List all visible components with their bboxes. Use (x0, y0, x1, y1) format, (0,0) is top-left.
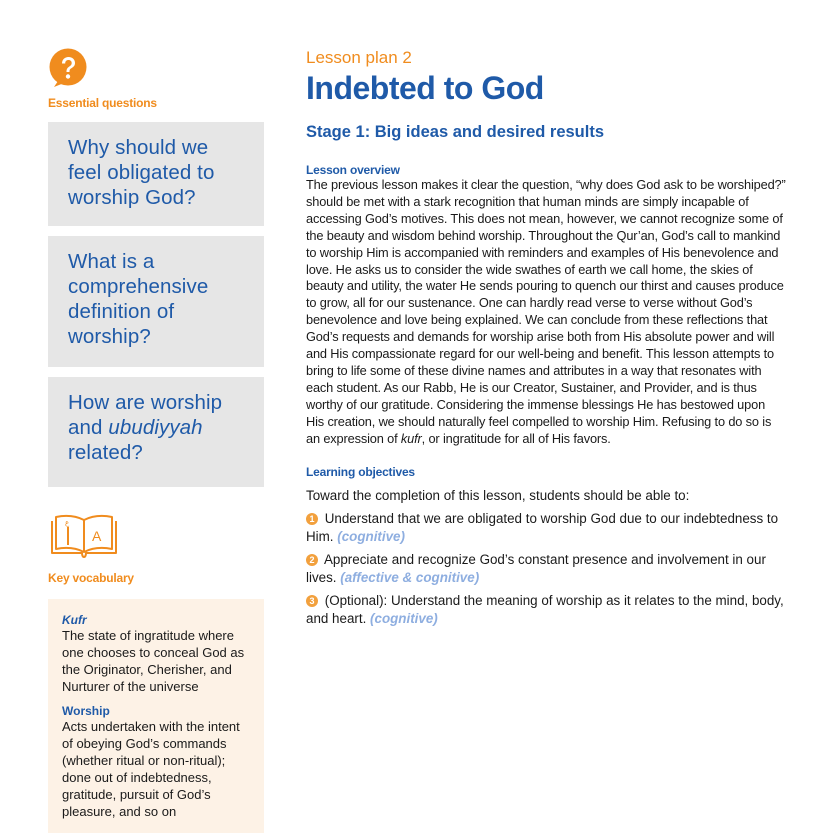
objectives-intro: Toward the completion of this lesson, students should be able to: (306, 487, 690, 503)
objective-number-badge: 1 (306, 513, 318, 525)
objective-number-badge: 3 (306, 595, 318, 607)
svg-text:A: A (92, 528, 102, 544)
objective-text: (Optional): Understand the meaning of worship as it relates to the mind, body, and heart. (306, 592, 784, 626)
main-content (306, 48, 786, 628)
lesson-overview-heading: Lesson overview (306, 163, 400, 177)
overview-text-part-b: , or ingratitude for all of His favors. (421, 430, 611, 446)
vocab-definition-worship: Acts undertaken with the intent of obeying God’s commands (whether ritual or non-ritual); done out of indebtedness, gratitude, pursuit of God’s pleasure, and so on (62, 719, 240, 819)
objective-item (306, 592, 786, 628)
objective-item (306, 510, 786, 546)
objective-text: Understand that we are obligated to worship God due to our indebtedness to Him. (306, 510, 779, 544)
question-3-suffix: related? (68, 441, 143, 464)
objective-number-badge: 2 (306, 554, 318, 566)
question-circle-icon (48, 48, 88, 88)
objective-tag: (affective & cognitive) (340, 569, 480, 585)
open-book-icon (48, 513, 120, 559)
svg-text:ع: ع (65, 519, 70, 527)
lesson-overview-text (306, 177, 786, 448)
key-vocabulary-heading: Key vocabulary (48, 571, 134, 585)
lesson-label: Lesson plan 2 (306, 48, 412, 67)
question-3-italic-term: ubudiyyah (108, 416, 203, 439)
vocab-term-kufr: Kufr (62, 613, 87, 627)
learning-objectives-heading: Learning objectives (306, 464, 415, 479)
vocab-definition-kufr: The state of ingratitude where one chooses to conceal God as the Originator, Cherisher, and Nurturer of the universe (62, 628, 245, 694)
stage-heading: Stage 1: Big ideas and desired results (306, 123, 605, 141)
essential-question-3 (48, 377, 264, 487)
objective-item (306, 551, 786, 587)
overview-kufr-term: kufr (400, 430, 422, 446)
vocabulary-box (48, 599, 264, 833)
essential-questions-heading: Essential questions (48, 96, 157, 110)
objective-tag: (cognitive) (370, 610, 438, 626)
objective-text: Appreciate and recognize God’s constant presence and involvement in our lives. (306, 551, 766, 585)
sidebar (48, 48, 264, 833)
page-title: Indebted to God (306, 70, 544, 106)
essential-question-1: Why should we feel obligated to worship God? (48, 122, 264, 226)
essential-question-2: What is a comprehensive definition of worship? (48, 236, 264, 367)
overview-text-part-a: The previous lesson makes it clear the question, “why does God ask to be worshiped?” should be met with a stark recognition that human minds are simply incapable of accessing God’s motives. This does not mean, however, we cannot recognize some of the beauty and wisdom behind worship. Throughout the Qur’an, God’s call to mankind to worship Him is accompanied with reminders and examples of His benevolence and love. He asks us to consider the wide swathes of earth we call home, the skies of beauty and utility, the water He sends pouring to quench our thirst and causes produce to grow, all for our sustenance. One can hardly read verse to verse without God’s benevolence and love being explained. We can conclude from these reflections that God’s requests and demands for worship arise both from His absolute power and will and His compassionate regard for our well-being and benefit. This lesson attempts to bring to life some of these divine names and attributes in a way that resonates with each student. As our Rabb, He is our Creator, Sustainer, and Provider, and is thus worthy of our gratitude. Considering the immense blessings He has bestowed upon His creation, we should naturally feel compelled to worship Him. Refusing to do so is an expression of (306, 177, 786, 446)
question-3-prefix: How are worship and (68, 391, 223, 439)
objective-tag: (cognitive) (337, 528, 405, 544)
vocab-term-worship: Worship (62, 704, 110, 718)
